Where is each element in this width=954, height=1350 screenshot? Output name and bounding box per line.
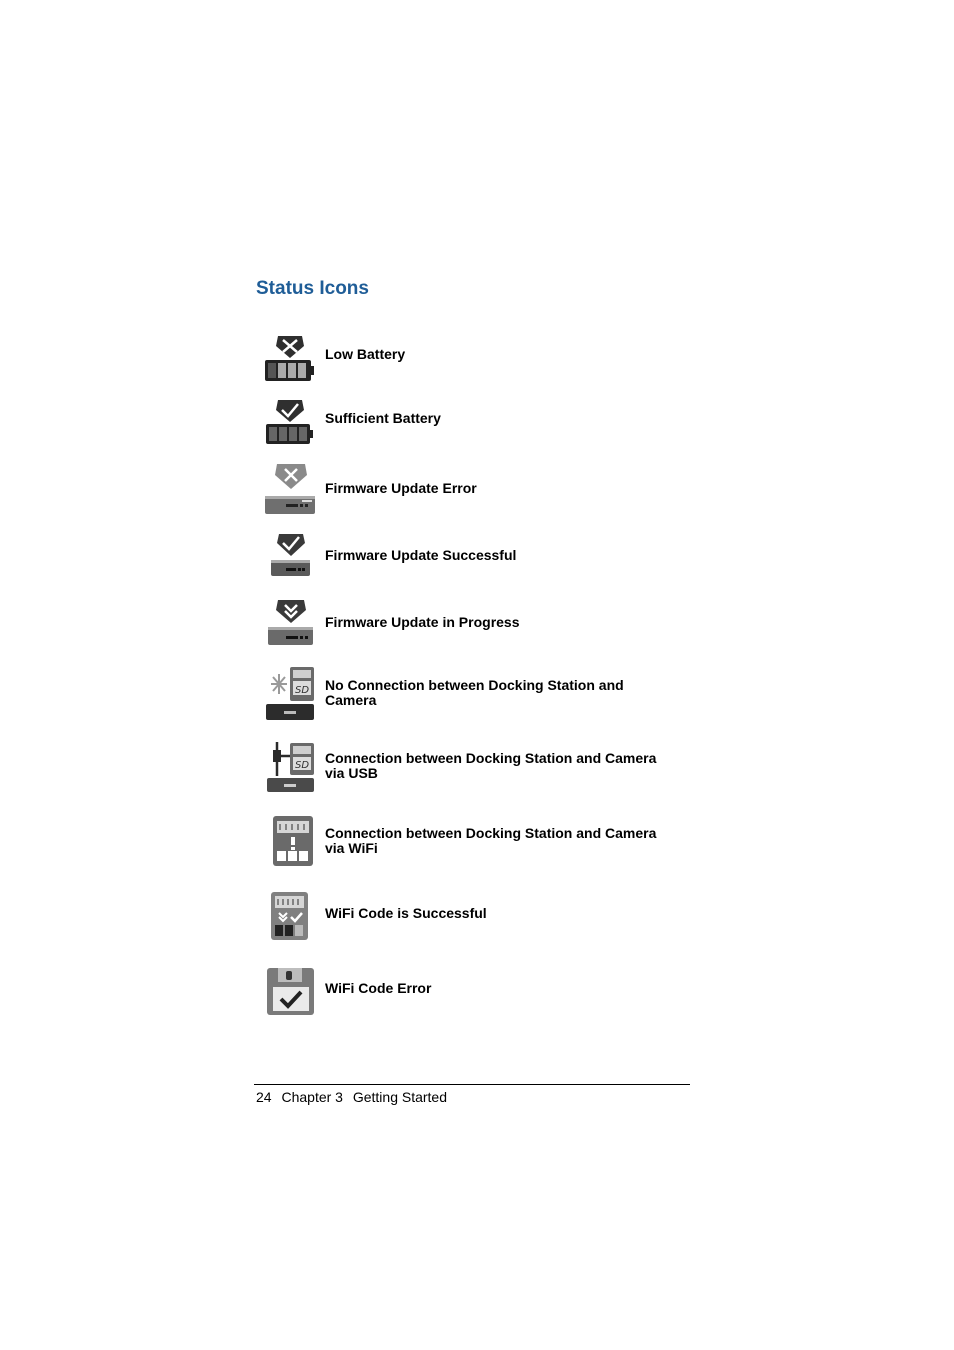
section-title: Status Icons — [256, 278, 369, 299]
no-connection-icon — [262, 664, 316, 722]
page-footer — [256, 1089, 453, 1105]
firmware-update-error-icon — [262, 462, 316, 516]
wifi-code-error-icon — [262, 966, 316, 1018]
chapter-label: Chapter 3 — [281, 1089, 343, 1105]
firmware-update-in-progress-icon — [262, 598, 316, 648]
wifi-code-successful-icon — [262, 890, 316, 944]
footer-rule — [254, 1084, 690, 1085]
wifi-connection-icon — [262, 814, 316, 868]
sufficient-battery-icon — [262, 398, 316, 448]
item-label: Firmware Update Error — [325, 480, 477, 496]
item-label: No Connection between Docking Station and Camera — [325, 677, 624, 708]
page-number: 24 — [256, 1089, 272, 1105]
chapter-title: Getting Started — [352, 1089, 448, 1105]
item-label: Connection between Docking Station and Camera via WiFi — [325, 825, 657, 856]
item-label: Connection between Docking Station and Camera via USB — [325, 750, 657, 781]
low-battery-icon — [262, 334, 316, 384]
item-label: WiFi Code Error — [325, 980, 432, 996]
item-label: WiFi Code is Successful — [325, 905, 487, 921]
svg-text:SD: SD — [295, 760, 310, 771]
svg-text:SD: SD — [295, 685, 310, 696]
usb-connection-icon — [262, 738, 316, 796]
item-label: Firmware Update in Progress — [325, 614, 520, 630]
item-label: Sufficient Battery — [325, 410, 441, 426]
item-label: Firmware Update Successful — [325, 547, 517, 563]
firmware-update-successful-icon — [262, 532, 316, 580]
item-label: Low Battery — [325, 346, 406, 362]
